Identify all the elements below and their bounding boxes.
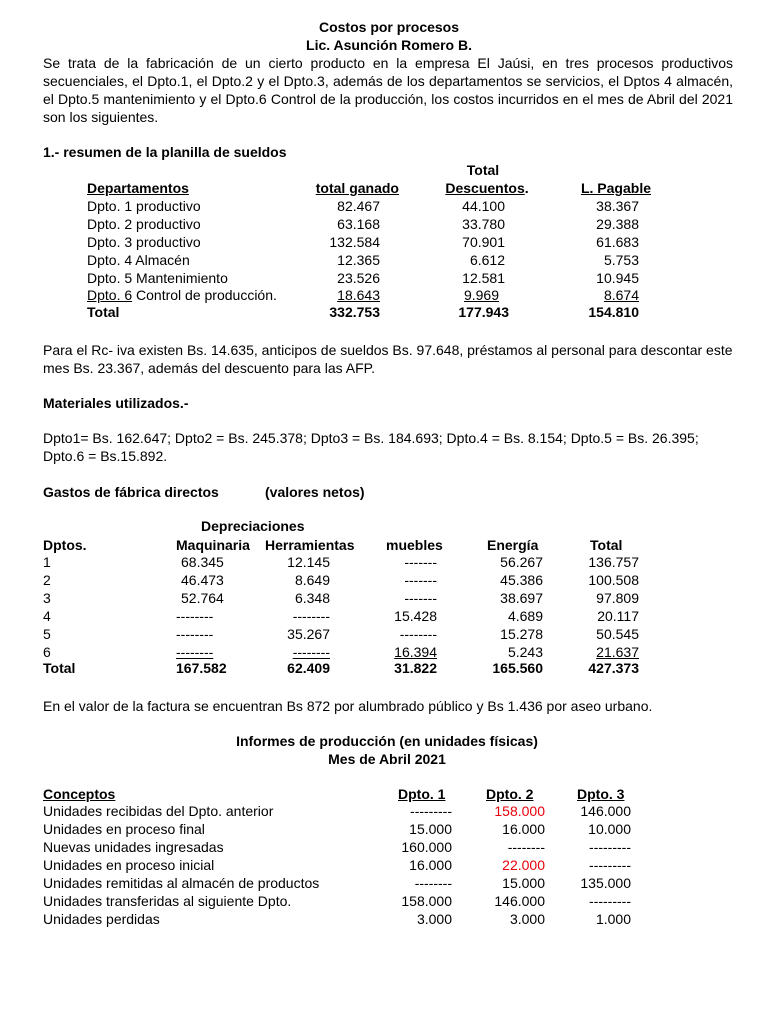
production-row-d1: 15.000 [409, 821, 452, 837]
factory-group-header: Depreciaciones [201, 518, 305, 534]
factory-total-energy: 165.560 [492, 660, 543, 676]
payroll-row-payable: 5.753 [603, 252, 639, 268]
factory-row-furniture: 16.394 [394, 644, 437, 660]
production-row-d3: 10.000 [588, 821, 631, 837]
factory-row-dept: 2 [43, 572, 51, 588]
factory-row-tools: -------- [292, 644, 330, 660]
factory-row-tools: 8.649 [294, 572, 330, 588]
factory-total-furniture: 31.822 [394, 660, 437, 676]
production-header-d1: Dpto. 1 [398, 786, 446, 802]
payroll-row-dept: Dpto. 5 Mantenimiento [87, 270, 228, 286]
payroll-row-earned: 12.365 [337, 252, 380, 268]
factory-row-dept: 1 [43, 554, 51, 570]
factory-total-tools: 62.409 [287, 660, 330, 676]
payroll-row-dept: Dpto. 2 productivo [87, 216, 201, 232]
production-row-concept: Unidades remitidas al almacén de productos [43, 875, 320, 891]
payroll-row-dept [87, 287, 277, 304]
payroll-total-earned: 332.753 [329, 304, 380, 320]
invoice-paragraph: En el valor de la factura se encuentran Bs 872 por alumbrado público y Bs 1.436 por aseo urbano. [43, 698, 653, 714]
production-row-d3: 146.000 [580, 803, 631, 819]
production-row-d1: 160.000 [401, 839, 452, 855]
factory-row-energy: 4.689 [507, 608, 543, 624]
factory-total-machinery: 167.582 [176, 660, 227, 676]
factory-subheading: (valores netos) [265, 484, 365, 500]
payroll-row-discount: 70.901 [462, 234, 505, 250]
factory-row-energy: 15.278 [500, 626, 543, 642]
factory-header-energy: Energía [487, 537, 539, 553]
production-row-concept: Nuevas unidades ingresadas [43, 839, 224, 855]
payroll-row-payable: 10.945 [596, 270, 639, 286]
payroll-row-earned: 23.526 [337, 270, 380, 286]
payroll-heading: 1.- resumen de la planilla de sueldos [43, 144, 287, 160]
factory-row-total: 97.809 [596, 590, 639, 606]
payroll-row-payable: 29.388 [596, 216, 639, 232]
materials-paragraph: Dpto1= Bs. 162.647; Dpto2 = Bs. 245.378; Dpto3 = Bs. 184.693; Dpto.4 = Bs. 8.154; Dpto.5 = Bs. 26.395; Dpto.6 = Bs.15.892. [43, 430, 699, 464]
payroll-row-earned: 63.168 [337, 216, 380, 232]
factory-row-dept: 6 [43, 644, 51, 660]
factory-row-total: 136.757 [588, 554, 639, 570]
production-row-concept: Unidades en proceso final [43, 821, 205, 837]
factory-row-furniture: ------- [404, 572, 437, 588]
production-row-d3: --------- [589, 839, 631, 855]
payroll-row-discount: 44.100 [462, 198, 505, 214]
factory-heading: Gastos de fábrica directos [43, 484, 219, 500]
production-row-d1: 16.000 [409, 857, 452, 873]
production-header-concept-label: Conceptos [43, 786, 116, 802]
factory-row-tools: 35.267 [287, 626, 330, 642]
payroll-row-discount [437, 287, 499, 304]
production-header-concept [43, 786, 131, 803]
factory-row-machinery: -------- [176, 644, 214, 660]
payroll-row-payable [570, 287, 639, 304]
rc-iva-paragraph: Para el Rc- iva existen Bs. 14.635, anticipos de sueldos Bs. 97.648, préstamos al personal para descontar este mes Bs. 23.367, además del descuento para las AFP. [43, 342, 733, 376]
materials-heading: Materiales utilizados.- [43, 395, 189, 411]
production-row-d2: 158.000 [494, 803, 545, 819]
production-row-d3: --------- [589, 893, 631, 909]
factory-row-furniture: 15.428 [394, 608, 437, 624]
factory-header-total: Total [590, 537, 623, 553]
production-row-d2: 146.000 [494, 893, 545, 909]
factory-row-dept: 3 [43, 590, 51, 606]
production-header-d2: Dpto. 2 [486, 786, 534, 802]
factory-row-total: 21.637 [596, 644, 639, 660]
payroll-row-dept: Dpto. 3 productivo [87, 234, 201, 250]
payroll-last-discount: 9.969 [463, 287, 499, 303]
factory-header-tools: Herramientas [265, 537, 355, 553]
factory-row-energy: 45.386 [500, 572, 543, 588]
factory-row-machinery: -------- [176, 608, 214, 624]
production-row-d1: -------- [414, 875, 452, 891]
payroll-header-payable: L. Pagable [580, 180, 651, 196]
factory-row-total: 100.508 [588, 572, 639, 588]
production-row-d3: --------- [589, 857, 631, 873]
factory-row-furniture: -------- [399, 626, 437, 642]
production-row-d2: 22.000 [502, 857, 545, 873]
production-row-concept: Unidades recibidas del Dpto. anterior [43, 803, 274, 819]
payroll-last-payable: 8.674 [603, 287, 639, 303]
payroll-total-payable: 154.810 [588, 304, 639, 320]
document-title: Costos por procesos [318, 19, 460, 35]
payroll-row-dept: Dpto. 1 productivo [87, 198, 201, 214]
production-row-concept: Unidades en proceso inicial [43, 857, 215, 873]
production-row-concept: Unidades perdidas [43, 911, 160, 927]
production-row-d3: 135.000 [580, 875, 631, 891]
payroll-header-discount-dot: . [524, 180, 529, 196]
factory-row-total: 50.545 [596, 626, 639, 642]
payroll-total-label: Total [87, 304, 120, 320]
payroll-row-payable: 61.683 [596, 234, 639, 250]
payroll-row-earned: 132.584 [329, 234, 380, 250]
factory-row-machinery: 52.764 [181, 590, 224, 606]
factory-row-furniture: ------- [404, 554, 437, 570]
factory-total-total: 427.373 [588, 660, 639, 676]
factory-row-energy: 5.243 [507, 644, 543, 660]
factory-header-furniture: muebles [386, 537, 443, 553]
payroll-last-dept-code: Dpto. 6 [87, 287, 133, 303]
factory-row-dept: 4 [43, 608, 51, 624]
factory-header-machinery: Maquinaria [176, 537, 250, 553]
factory-row-machinery: -------- [176, 626, 214, 642]
production-row-d2: 3.000 [509, 911, 545, 927]
production-row-d1: 3.000 [416, 911, 452, 927]
payroll-row-payable: 38.367 [596, 198, 639, 214]
production-row-d1: --------- [410, 803, 452, 819]
payroll-header-discount [445, 180, 528, 197]
production-row-concept: Unidades transferidas al siguiente Dpto. [43, 893, 292, 909]
production-header-d3: Dpto. 3 [577, 786, 625, 802]
production-row-d2: 16.000 [502, 821, 545, 837]
factory-row-furniture: ------- [404, 590, 437, 606]
factory-total-label: Total [43, 660, 76, 676]
payroll-header-dept: Departamentos [87, 180, 189, 196]
payroll-row-earned [330, 287, 380, 304]
payroll-header-discount-top: Total [466, 162, 500, 178]
intro-paragraph: Se trata de la fabricación de un cierto producto en la empresa El Jaúsi, en tres procesos productivos secuenciales, el Dpto.1, el Dpto.2 y el Dpto.3, además de los departamentos se servicios, el Dptos 4 almacén, el Dpto.5 mantenimiento y el Dpto.6 Control de la producción, los costos incurridos en el mes de Abril del 2021 son los siguientes. [43, 55, 733, 125]
production-row-d2: -------- [507, 839, 545, 855]
production-row-d1: 158.000 [401, 893, 452, 909]
factory-row-dept: 5 [43, 626, 51, 642]
factory-row-energy: 38.697 [500, 590, 543, 606]
factory-row-machinery: 46.473 [181, 572, 224, 588]
factory-row-machinery: 68.345 [181, 554, 224, 570]
payroll-row-discount: 6.612 [469, 252, 505, 268]
factory-row-tools: 6.348 [294, 590, 330, 606]
payroll-total-discount: 177.943 [458, 304, 509, 320]
production-row-d2: 15.000 [502, 875, 545, 891]
production-row-d3: 1.000 [595, 911, 631, 927]
payroll-row-discount: 33.780 [462, 216, 505, 232]
production-subtitle: Mes de Abril 2021 [328, 751, 446, 767]
payroll-header-earned: total ganado [315, 180, 399, 196]
factory-row-total: 20.117 [597, 608, 639, 624]
payroll-row-earned: 82.467 [337, 198, 380, 214]
factory-row-tools: 12.145 [287, 554, 330, 570]
payroll-header-discount-label: Descuentos [445, 180, 525, 196]
production-title: Informes de producción (en unidades físicas) [236, 733, 538, 749]
document-author: Lic. Asunción Romero B. [306, 37, 472, 53]
factory-row-energy: 56.267 [500, 554, 543, 570]
factory-row-tools: -------- [292, 608, 330, 624]
factory-header-dept: Dptos. [43, 537, 87, 553]
payroll-row-discount: 12.581 [462, 270, 505, 286]
payroll-row-dept: Dpto. 4 Almacén [87, 252, 190, 268]
payroll-last-earned: 18.643 [337, 287, 380, 303]
payroll-last-dept-name: Control de producción. [132, 287, 277, 303]
